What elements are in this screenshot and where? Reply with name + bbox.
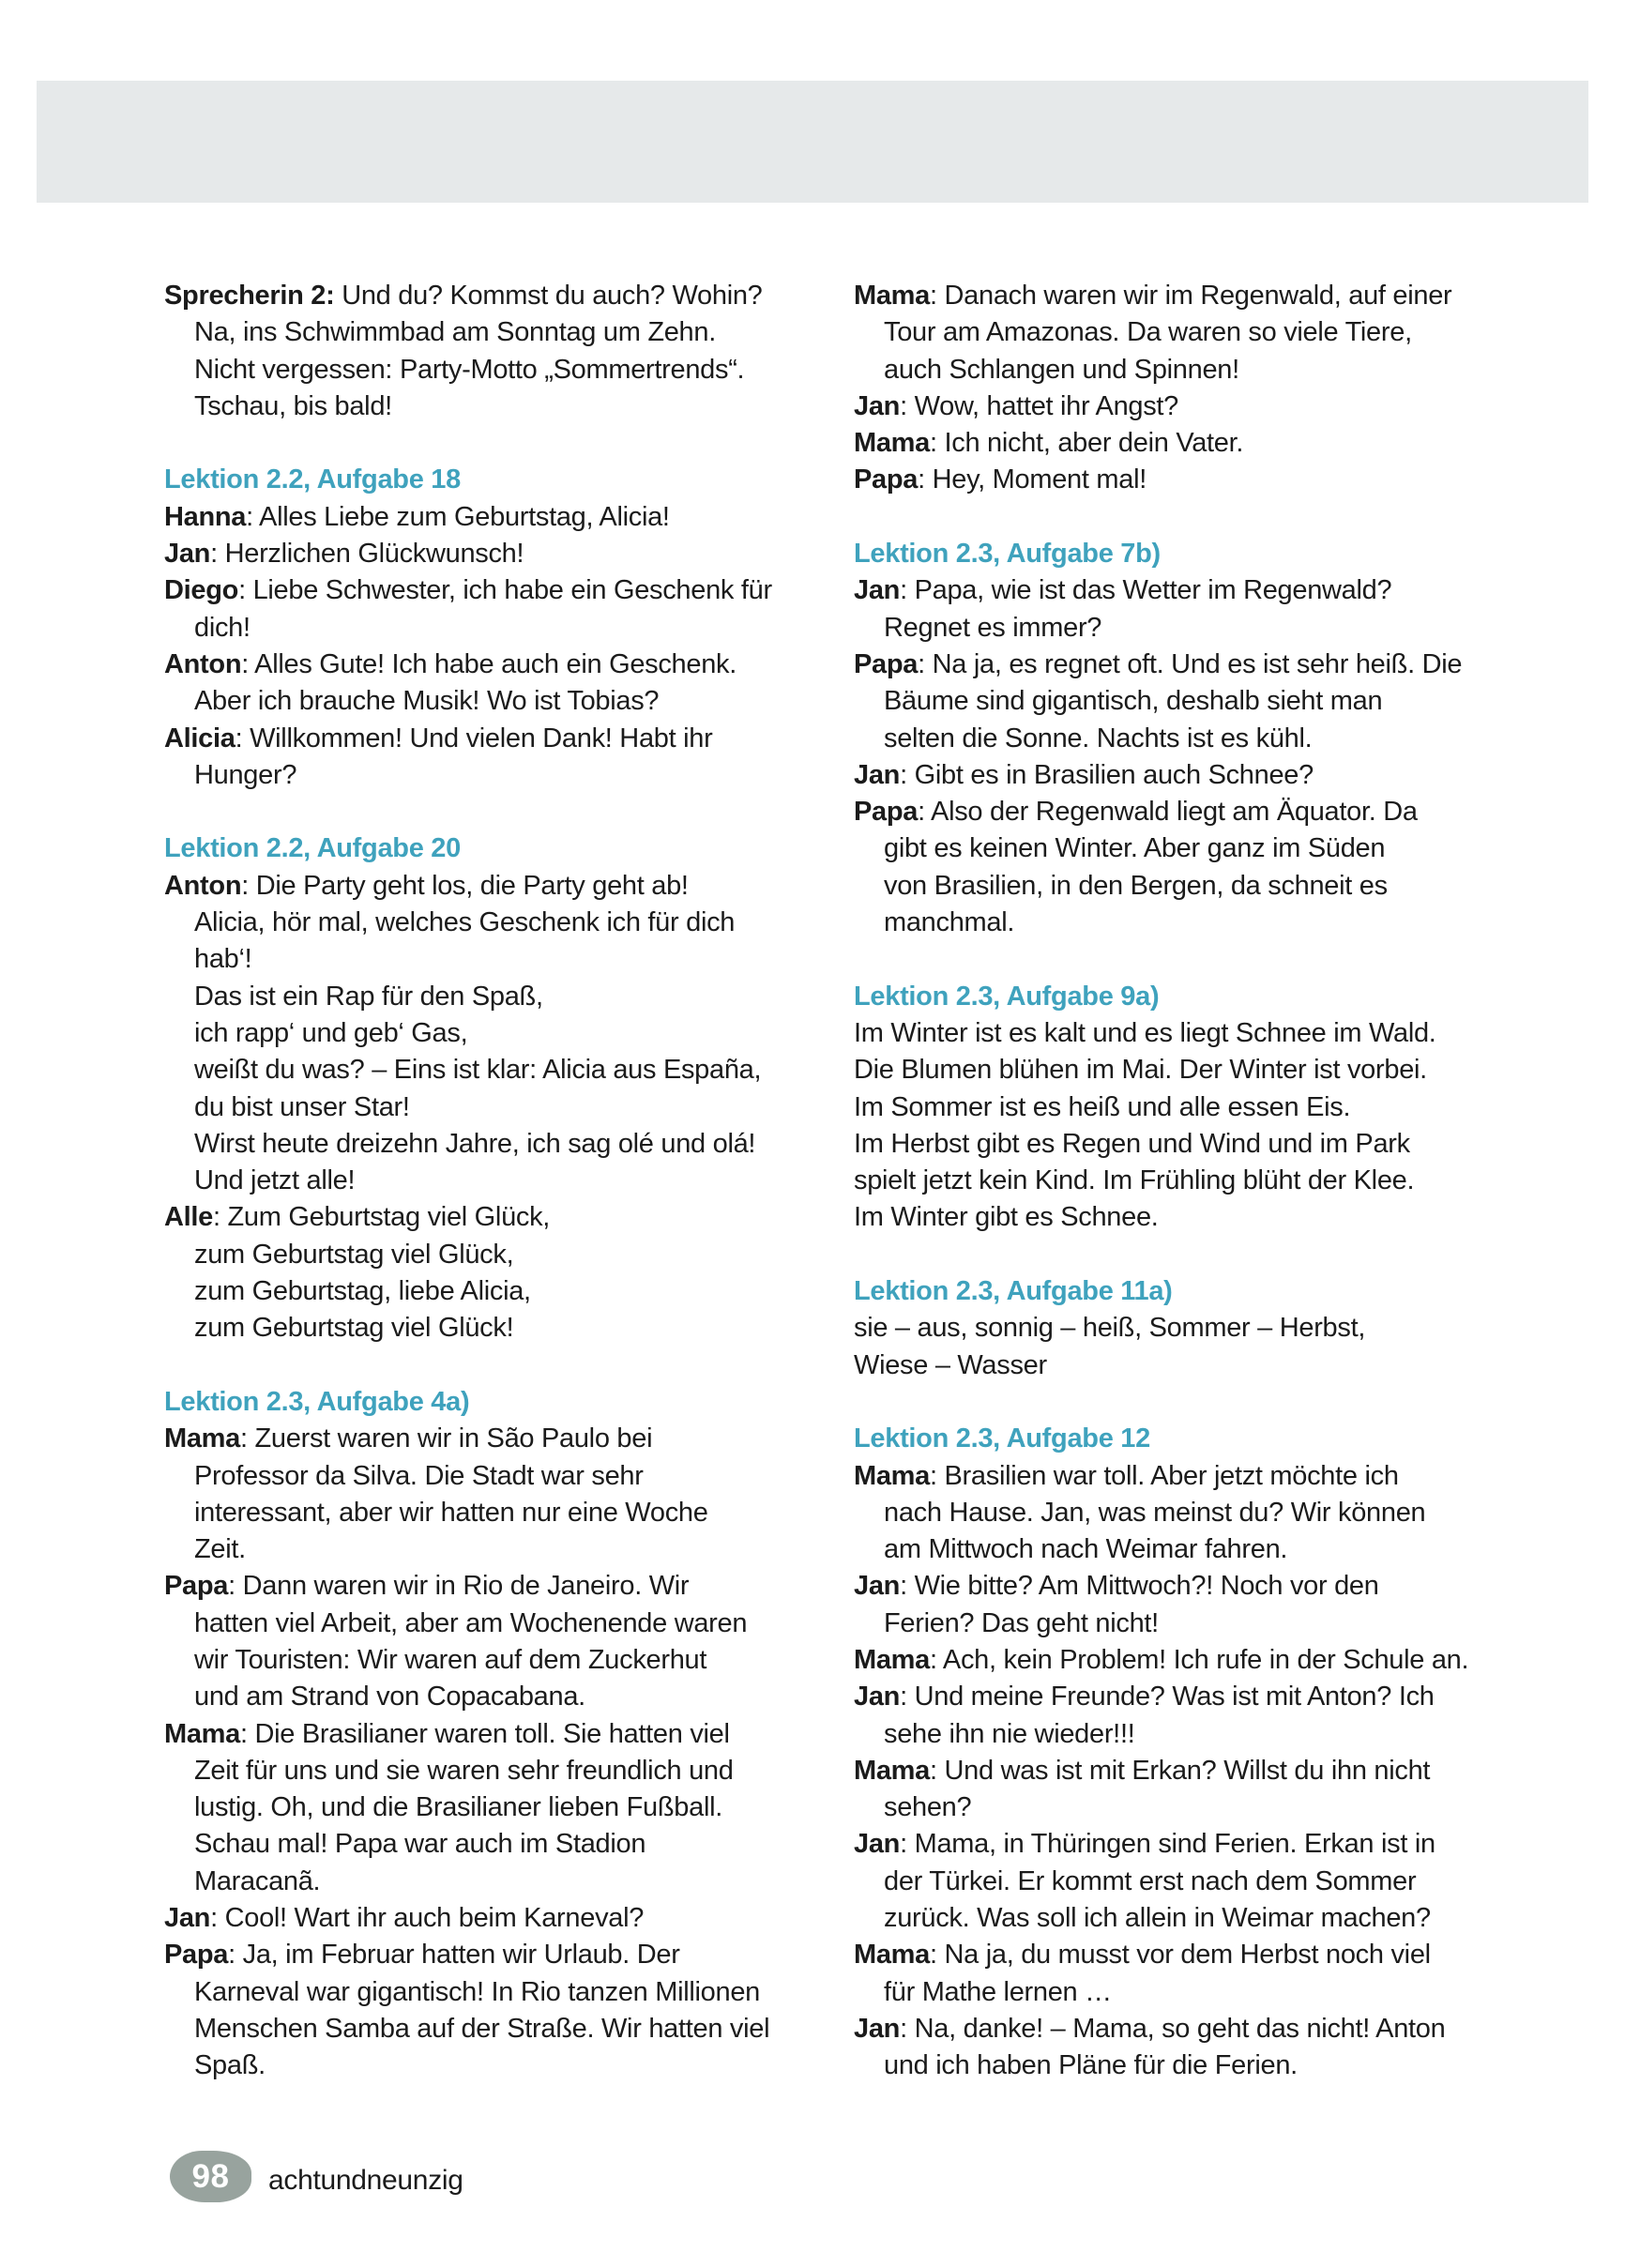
text-line (854, 1163, 1567, 1199)
text-line (854, 1310, 1567, 1347)
speaker-name: Papa (854, 797, 919, 828)
line-text: : Wie bitte? Am Mittwoch?! Noch vor den (900, 1571, 1379, 1602)
text-line (854, 721, 1567, 757)
line-text: Im Herbst gibt es Regen und Wind und im Park (854, 1128, 1410, 1159)
text-line (854, 1089, 1567, 1126)
speaker-name: Jan (854, 390, 901, 421)
line-text: Zeit. (194, 1534, 246, 1565)
speaker-name: Jan (854, 759, 901, 790)
line-text: : Zum Geburtstag viel Glück, (213, 1202, 551, 1233)
line-text: selten die Sonne. Nachts ist es kühl. (884, 723, 1313, 753)
dialogue-line (854, 388, 1567, 425)
text-line (854, 683, 1567, 720)
page-number: 98 (191, 2157, 230, 2195)
page-number-badge (170, 2151, 251, 2202)
line-text: nach Hause. Jan, was meinst du? Wir können (884, 1497, 1426, 1528)
text-line (854, 314, 1567, 351)
line-text: Professor da Silva. Die Stadt war sehr (194, 1460, 644, 1491)
line-text: sie – aus, sonnig – heiß, Sommer – Herbst, (854, 1313, 1366, 1344)
line-text: : Die Party geht los, die Party geht ab! (241, 870, 689, 901)
line-text: wir Touristen: Wir waren auf dem Zuckerhut (194, 1644, 707, 1675)
line-text: Und du? Kommst du auch? Wohin? (334, 281, 763, 311)
line-text: Alicia, hör mal, welches Geschenk ich für dich (194, 907, 736, 938)
line-text: Die Blumen blühen im Mai. Der Winter ist vorbei. (854, 1055, 1427, 1086)
page-number-word: achtundneunzig (268, 2165, 463, 2196)
dialogue-line (854, 425, 1567, 462)
line-text: der Türkei. Er kommt erst nach dem Sommer (884, 1865, 1417, 1896)
text-line (164, 1458, 851, 1495)
text-line (854, 1199, 1567, 1236)
dialogue-line (854, 572, 1567, 609)
line-text: Na, ins Schwimmbad am Sonntag um Zehn. (194, 317, 716, 348)
text-line (854, 905, 1567, 941)
line-text: : Papa, wie ist das Wetter im Regenwald? (900, 575, 1392, 606)
line-text: : Dann waren wir in Rio de Janeiro. Wir (228, 1571, 690, 1602)
section-heading: Lektion 2.3, Aufgabe 12 (854, 1423, 1150, 1454)
line-text: : Liebe Schwester, ich habe ein Geschenk für (238, 575, 772, 606)
speaker-name: Hanna (164, 501, 247, 532)
line-spacer (164, 425, 851, 462)
line-text: sehen? (884, 1792, 972, 1823)
dialogue-line (854, 794, 1567, 830)
line-text: Zeit für uns und sie waren sehr freundlich und (194, 1755, 734, 1786)
line-text: : Also der Regenwald liegt am Äquator. Da (918, 797, 1418, 828)
text-line (164, 941, 851, 978)
section-heading: Lektion 2.3, Aufgabe 4a) (164, 1386, 470, 1417)
text-line (164, 979, 851, 1015)
section-heading: Lektion 2.3, Aufgabe 9a) (854, 981, 1160, 1012)
text-line (164, 1826, 851, 1863)
line-text: : Und meine Freunde? Was ist mit Anton? Ich (900, 1682, 1435, 1712)
line-text: : Danach waren wir im Regenwald, auf einer (930, 281, 1452, 311)
speaker-name: Diego (164, 575, 239, 606)
speaker-name: Jan (854, 1571, 901, 1602)
line-text: Tour am Amazonas. Da waren so viele Tiere, (884, 317, 1412, 348)
text-line (164, 2011, 851, 2047)
line-text: : Ich nicht, aber dein Vater. (930, 428, 1244, 459)
line-text: zum Geburtstag viel Glück, (194, 1239, 514, 1270)
text-line (164, 1753, 851, 1789)
speaker-name: Mama (854, 1460, 930, 1491)
transcript-column-left (164, 278, 851, 2085)
dialogue-line (854, 1458, 1567, 1495)
text-line (164, 610, 851, 647)
text-line (854, 1347, 1567, 1384)
dialogue-line (164, 572, 851, 609)
text-line (854, 1789, 1567, 1826)
line-text: zum Geburtstag viel Glück! (194, 1313, 514, 1344)
line-spacer (164, 794, 851, 830)
speaker-name: Alle (164, 1202, 213, 1233)
line-text: Nicht vergessen: Party-Motto „Sommertrends“. (194, 354, 745, 385)
dialogue-line (854, 757, 1567, 794)
speaker-name: Mama (854, 428, 930, 459)
line-text: : Hey, Moment mal! (918, 464, 1147, 495)
line-text: Wiese – Wasser (854, 1349, 1047, 1380)
text-line (164, 352, 851, 388)
text-line (164, 1679, 851, 1715)
line-text: : Zuerst waren wir in São Paulo bei (240, 1423, 653, 1454)
line-text: Das ist ein Rap für den Spaß, (194, 981, 543, 1012)
line-text: manchmal. (884, 907, 1015, 938)
line-text: Schau mal! Papa war auch im Stadion (194, 1829, 646, 1860)
section-heading: Lektion 2.2, Aufgabe 20 (164, 833, 461, 864)
dialogue-line (164, 647, 851, 683)
dialogue-line (164, 1716, 851, 1753)
transcript-column-right (854, 278, 1567, 2085)
text-line (164, 757, 851, 794)
dialogue-line (164, 278, 851, 314)
text-line (854, 830, 1567, 867)
text-line (164, 2047, 851, 2084)
section-heading: Lektion 2.3, Aufgabe 7b) (854, 539, 1161, 570)
speaker-name: Papa (164, 1940, 229, 1971)
dialogue-line (164, 1568, 851, 1605)
speaker-name: Mama (164, 1718, 240, 1749)
line-text: Maracanã. (194, 1865, 321, 1896)
line-text: : Brasilien war toll. Aber jetzt möchte ich (930, 1460, 1399, 1491)
speaker-name: Mama (854, 1755, 930, 1786)
dialogue-line (164, 721, 851, 757)
text-line (854, 1495, 1567, 1531)
speaker-name: Jan (854, 1829, 901, 1860)
speaker-name: Mama (164, 1423, 240, 1454)
line-text: du bist unser Star! (194, 1091, 410, 1122)
line-text: Tschau, bis bald! (194, 390, 392, 421)
dialogue-line (854, 1679, 1567, 1715)
line-text: Hunger? (194, 759, 297, 790)
speaker-name: Jan (164, 1903, 211, 1934)
text-line (164, 1273, 851, 1310)
line-text: : Die Brasilianer waren toll. Sie hatten viel (240, 1718, 730, 1749)
line-text: : Gibt es in Brasilien auch Schnee? (900, 759, 1314, 790)
line-text: Im Winter ist es kalt und es liegt Schnee im Wald. (854, 1017, 1436, 1048)
speaker-name: Papa (854, 464, 919, 495)
text-line (164, 1163, 851, 1199)
dialogue-line (854, 1937, 1567, 1973)
line-text: Aber ich brauche Musik! Wo ist Tobias? (194, 686, 660, 717)
text-line (164, 1606, 851, 1642)
text-line (164, 314, 851, 351)
line-text: zurück. Was soll ich allein in Weimar machen? (884, 1903, 1431, 1934)
line-text: : Na, danke! – Mama, so geht das nicht! Anton (900, 2013, 1446, 2044)
line-text: am Mittwoch nach Weimar fahren. (884, 1534, 1288, 1565)
text-line (854, 610, 1567, 647)
line-text: : Ach, kein Problem! Ich rufe in der Schule an. (930, 1644, 1469, 1675)
dialogue-line (164, 1900, 851, 1937)
text-line (164, 1310, 851, 1347)
dialogue-line (854, 1753, 1567, 1789)
line-text: hatten viel Arbeit, aber am Wochenende waren (194, 1607, 748, 1638)
text-line (164, 1864, 851, 1900)
line-text: Menschen Samba auf der Straße. Wir hatten viel (194, 2013, 770, 2044)
dialogue-line (854, 2011, 1567, 2047)
line-spacer (854, 941, 1567, 978)
line-text: Regnet es immer? (884, 612, 1102, 643)
dialogue-line (164, 868, 851, 905)
line-text: von Brasilien, in den Bergen, da schneit es (884, 870, 1388, 901)
text-line (854, 1015, 1567, 1052)
text-line (164, 1789, 851, 1826)
dialogue-line (854, 1642, 1567, 1679)
header-band (37, 81, 1588, 203)
line-text: : Alles Gute! Ich habe auch ein Geschenk. (241, 648, 737, 679)
text-line (854, 1052, 1567, 1088)
text-line (854, 868, 1567, 905)
line-text: interessant, aber wir hatten nur eine Woche (194, 1497, 708, 1528)
line-text: spielt jetzt kein Kind. Im Frühling blüht der Klee. (854, 1165, 1415, 1196)
line-spacer (854, 1237, 1567, 1273)
line-spacer (164, 1347, 851, 1384)
section-heading: Lektion 2.3, Aufgabe 11a) (854, 1276, 1173, 1307)
line-text: : Na ja, du musst vor dem Herbst noch viel (930, 1940, 1431, 1971)
line-text: Im Sommer ist es heiß und alle essen Eis. (854, 1091, 1351, 1122)
line-text: und ich haben Pläne für die Ferien. (884, 2050, 1298, 2081)
line-text: Im Winter gibt es Schnee. (854, 1202, 1159, 1233)
dialogue-line (854, 462, 1567, 498)
speaker-name: Anton (164, 870, 242, 901)
text-line (854, 1974, 1567, 2011)
line-text: : Wow, hattet ihr Angst? (900, 390, 1179, 421)
text-line (164, 1495, 851, 1531)
text-line (854, 1531, 1567, 1568)
speaker-name: Mama (854, 1940, 930, 1971)
line-spacer (854, 1384, 1567, 1421)
line-text: Bäume sind gigantisch, deshalb sieht man (884, 686, 1383, 717)
line-text: Wirst heute dreizehn Jahre, ich sag olé und olá! (194, 1128, 756, 1159)
section-heading: Lektion 2.2, Aufgabe 18 (164, 464, 461, 495)
text-line (854, 1716, 1567, 1753)
text-line (164, 683, 851, 720)
dialogue-line (164, 1421, 851, 1457)
line-text: hab‘! (194, 944, 252, 975)
text-line (854, 1864, 1567, 1900)
dialogue-line (164, 1937, 851, 1973)
text-line (164, 1126, 851, 1163)
speaker-name: Alicia (164, 723, 235, 753)
speaker-name: Jan (854, 1682, 901, 1712)
text-line (854, 1606, 1567, 1642)
line-text: : Alles Liebe zum Geburtstag, Alicia! (246, 501, 670, 532)
text-line (854, 1900, 1567, 1937)
dialogue-line (854, 1826, 1567, 1863)
dialogue-line (164, 536, 851, 572)
text-line (164, 388, 851, 425)
dialogue-line (164, 1199, 851, 1236)
speaker-name: Anton (164, 648, 242, 679)
text-line (854, 1126, 1567, 1163)
speaker-name: Mama (854, 281, 930, 311)
line-text: Karneval war gigantisch! In Rio tanzen Millionen (194, 1976, 760, 2007)
line-text: dich! (194, 612, 251, 643)
line-text: : Herzlichen Glückwunsch! (210, 539, 524, 570)
line-text: : Cool! Wart ihr auch beim Karneval? (210, 1903, 645, 1934)
line-text: : Na ja, es regnet oft. Und es ist sehr heiß. Die (918, 648, 1463, 679)
speaker-name: Papa (854, 648, 919, 679)
text-line (854, 352, 1567, 388)
line-text: zum Geburtstag, liebe Alicia, (194, 1276, 531, 1307)
text-line (164, 1642, 851, 1679)
text-line (164, 1237, 851, 1273)
line-text: : Und was ist mit Erkan? Willst du ihn nicht (930, 1755, 1431, 1786)
line-text: und am Strand von Copacabana. (194, 1682, 585, 1712)
text-line (164, 1089, 851, 1126)
line-text: weißt du was? – Eins ist klar: Alicia aus España, (194, 1055, 762, 1086)
line-text: Ferien? Das geht nicht! (884, 1607, 1159, 1638)
dialogue-line (854, 1568, 1567, 1605)
line-text: Spaß. (194, 2050, 266, 2081)
text-line (164, 905, 851, 941)
text-line (164, 1974, 851, 2011)
line-text: für Mathe lernen … (884, 1976, 1112, 2007)
line-text: auch Schlangen und Spinnen! (884, 354, 1239, 385)
text-line (164, 1531, 851, 1568)
line-text: sehe ihn nie wieder!!! (884, 1718, 1135, 1749)
dialogue-line (854, 647, 1567, 683)
line-text: ich rapp‘ und geb‘ Gas, (194, 1017, 468, 1048)
line-text: Und jetzt alle! (194, 1165, 356, 1196)
text-line (164, 1015, 851, 1052)
speaker-name: Papa (164, 1571, 229, 1602)
line-text: : Ja, im Februar hatten wir Urlaub. Der (228, 1940, 680, 1971)
text-line (164, 1052, 851, 1088)
speaker-name: Sprecherin 2: (164, 281, 335, 311)
text-line (854, 2047, 1567, 2084)
line-text: lustig. Oh, und die Brasilianer lieben Fußball. (194, 1792, 722, 1823)
dialogue-line (854, 278, 1567, 314)
line-spacer (854, 499, 1567, 536)
speaker-name: Jan (854, 575, 901, 606)
speaker-name: Mama (854, 1644, 930, 1675)
speaker-name: Jan (164, 539, 211, 570)
line-text: : Willkommen! Und vielen Dank! Habt ihr (235, 723, 713, 753)
speaker-name: Jan (854, 2013, 901, 2044)
line-text: : Mama, in Thüringen sind Ferien. Erkan ist in (900, 1829, 1435, 1860)
dialogue-line (164, 499, 851, 536)
line-text: gibt es keinen Winter. Aber ganz im Süden (884, 833, 1386, 864)
